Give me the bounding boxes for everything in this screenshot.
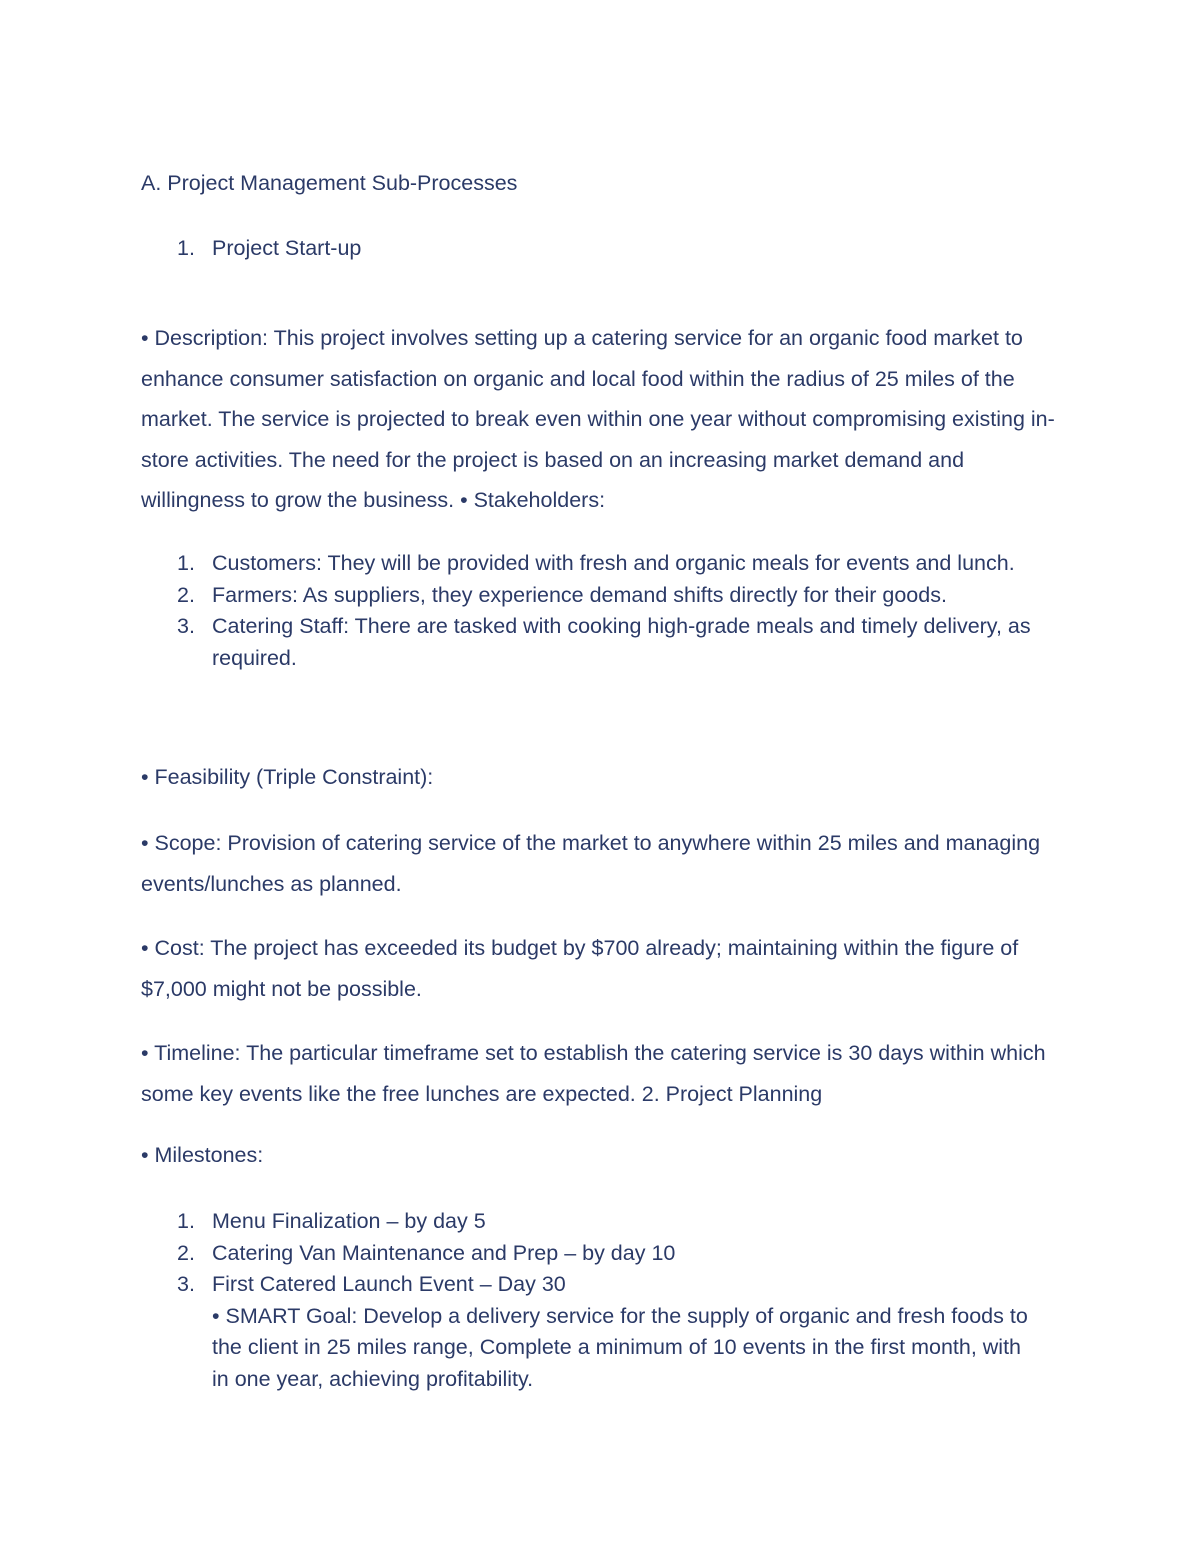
list-number: 1. xyxy=(177,551,195,575)
list-text: Catering Staff: There are tasked with cooking high-grade meals and timely delivery, as required. xyxy=(212,614,1031,670)
timeline-paragraph: • Timeline: The particular timeframe set to establish the catering service is 30 days within which some key events like the free lunches are expected. 2. Project Planning xyxy=(141,1041,1046,1106)
list-number: 2. xyxy=(177,1240,195,1265)
list-item xyxy=(141,1206,1042,1238)
list-item xyxy=(141,580,1042,612)
list-item xyxy=(141,611,1042,674)
smart-goal-text: • SMART Goal: Develop a delivery service for the supply of organic and fresh foods to the client in 25 miles range, Complete a minimum of 10 events in the first month, with in one year, achieving profitability. xyxy=(212,1303,1028,1391)
scope-paragraph: • Scope: Provision of catering service of the market to anywhere within 25 miles and managing events/lunches as planned. xyxy=(141,831,1041,896)
list-item xyxy=(141,548,1042,580)
list-text: Customers: They will be provided with fresh and organic meals for events and lunch. xyxy=(212,551,1015,575)
list-text: Catering Van Maintenance and Prep – by day 10 xyxy=(212,1240,676,1265)
feasibility-heading: • Feasibility (Triple Constraint): xyxy=(141,765,434,789)
list-item xyxy=(141,233,1042,265)
description-paragraph: • Description: This project involves setting up a catering service for an organic food market to enhance consumer satisfaction on organic and local food within the radius of 25 miles of the market. The service is projected to break even within one year without compromising existing in-store activities. The need for the project is based on an increasing market demand and willingness to grow the business. • Stakeholders: xyxy=(141,326,1055,512)
startup-list xyxy=(141,233,1042,265)
list-number: 3. xyxy=(177,614,195,638)
milestones-list xyxy=(141,1206,1042,1395)
list-number: 2. xyxy=(177,582,195,607)
list-text: First Catered Launch Event – Day 30 xyxy=(212,1272,566,1296)
section-heading: A. Project Management Sub-Processes xyxy=(141,171,518,195)
list-number: 3. xyxy=(177,1272,195,1296)
list-text: Menu Finalization – by day 5 xyxy=(212,1209,486,1233)
cost-paragraph: • Cost: The project has exceeded its budget by $700 already; maintaining within the figure of $7,000 might not be possible. xyxy=(141,936,1019,1001)
list-text: Farmers: As suppliers, they experience demand shifts directly for their goods. xyxy=(212,582,947,607)
list-number: 1. xyxy=(177,236,195,260)
list-text: Project Start-up xyxy=(212,236,362,260)
list-item xyxy=(141,1238,1042,1270)
stakeholders-list xyxy=(141,548,1042,674)
list-item xyxy=(141,1269,1042,1395)
milestones-heading: • Milestones: xyxy=(141,1143,264,1167)
list-number: 1. xyxy=(177,1209,195,1233)
